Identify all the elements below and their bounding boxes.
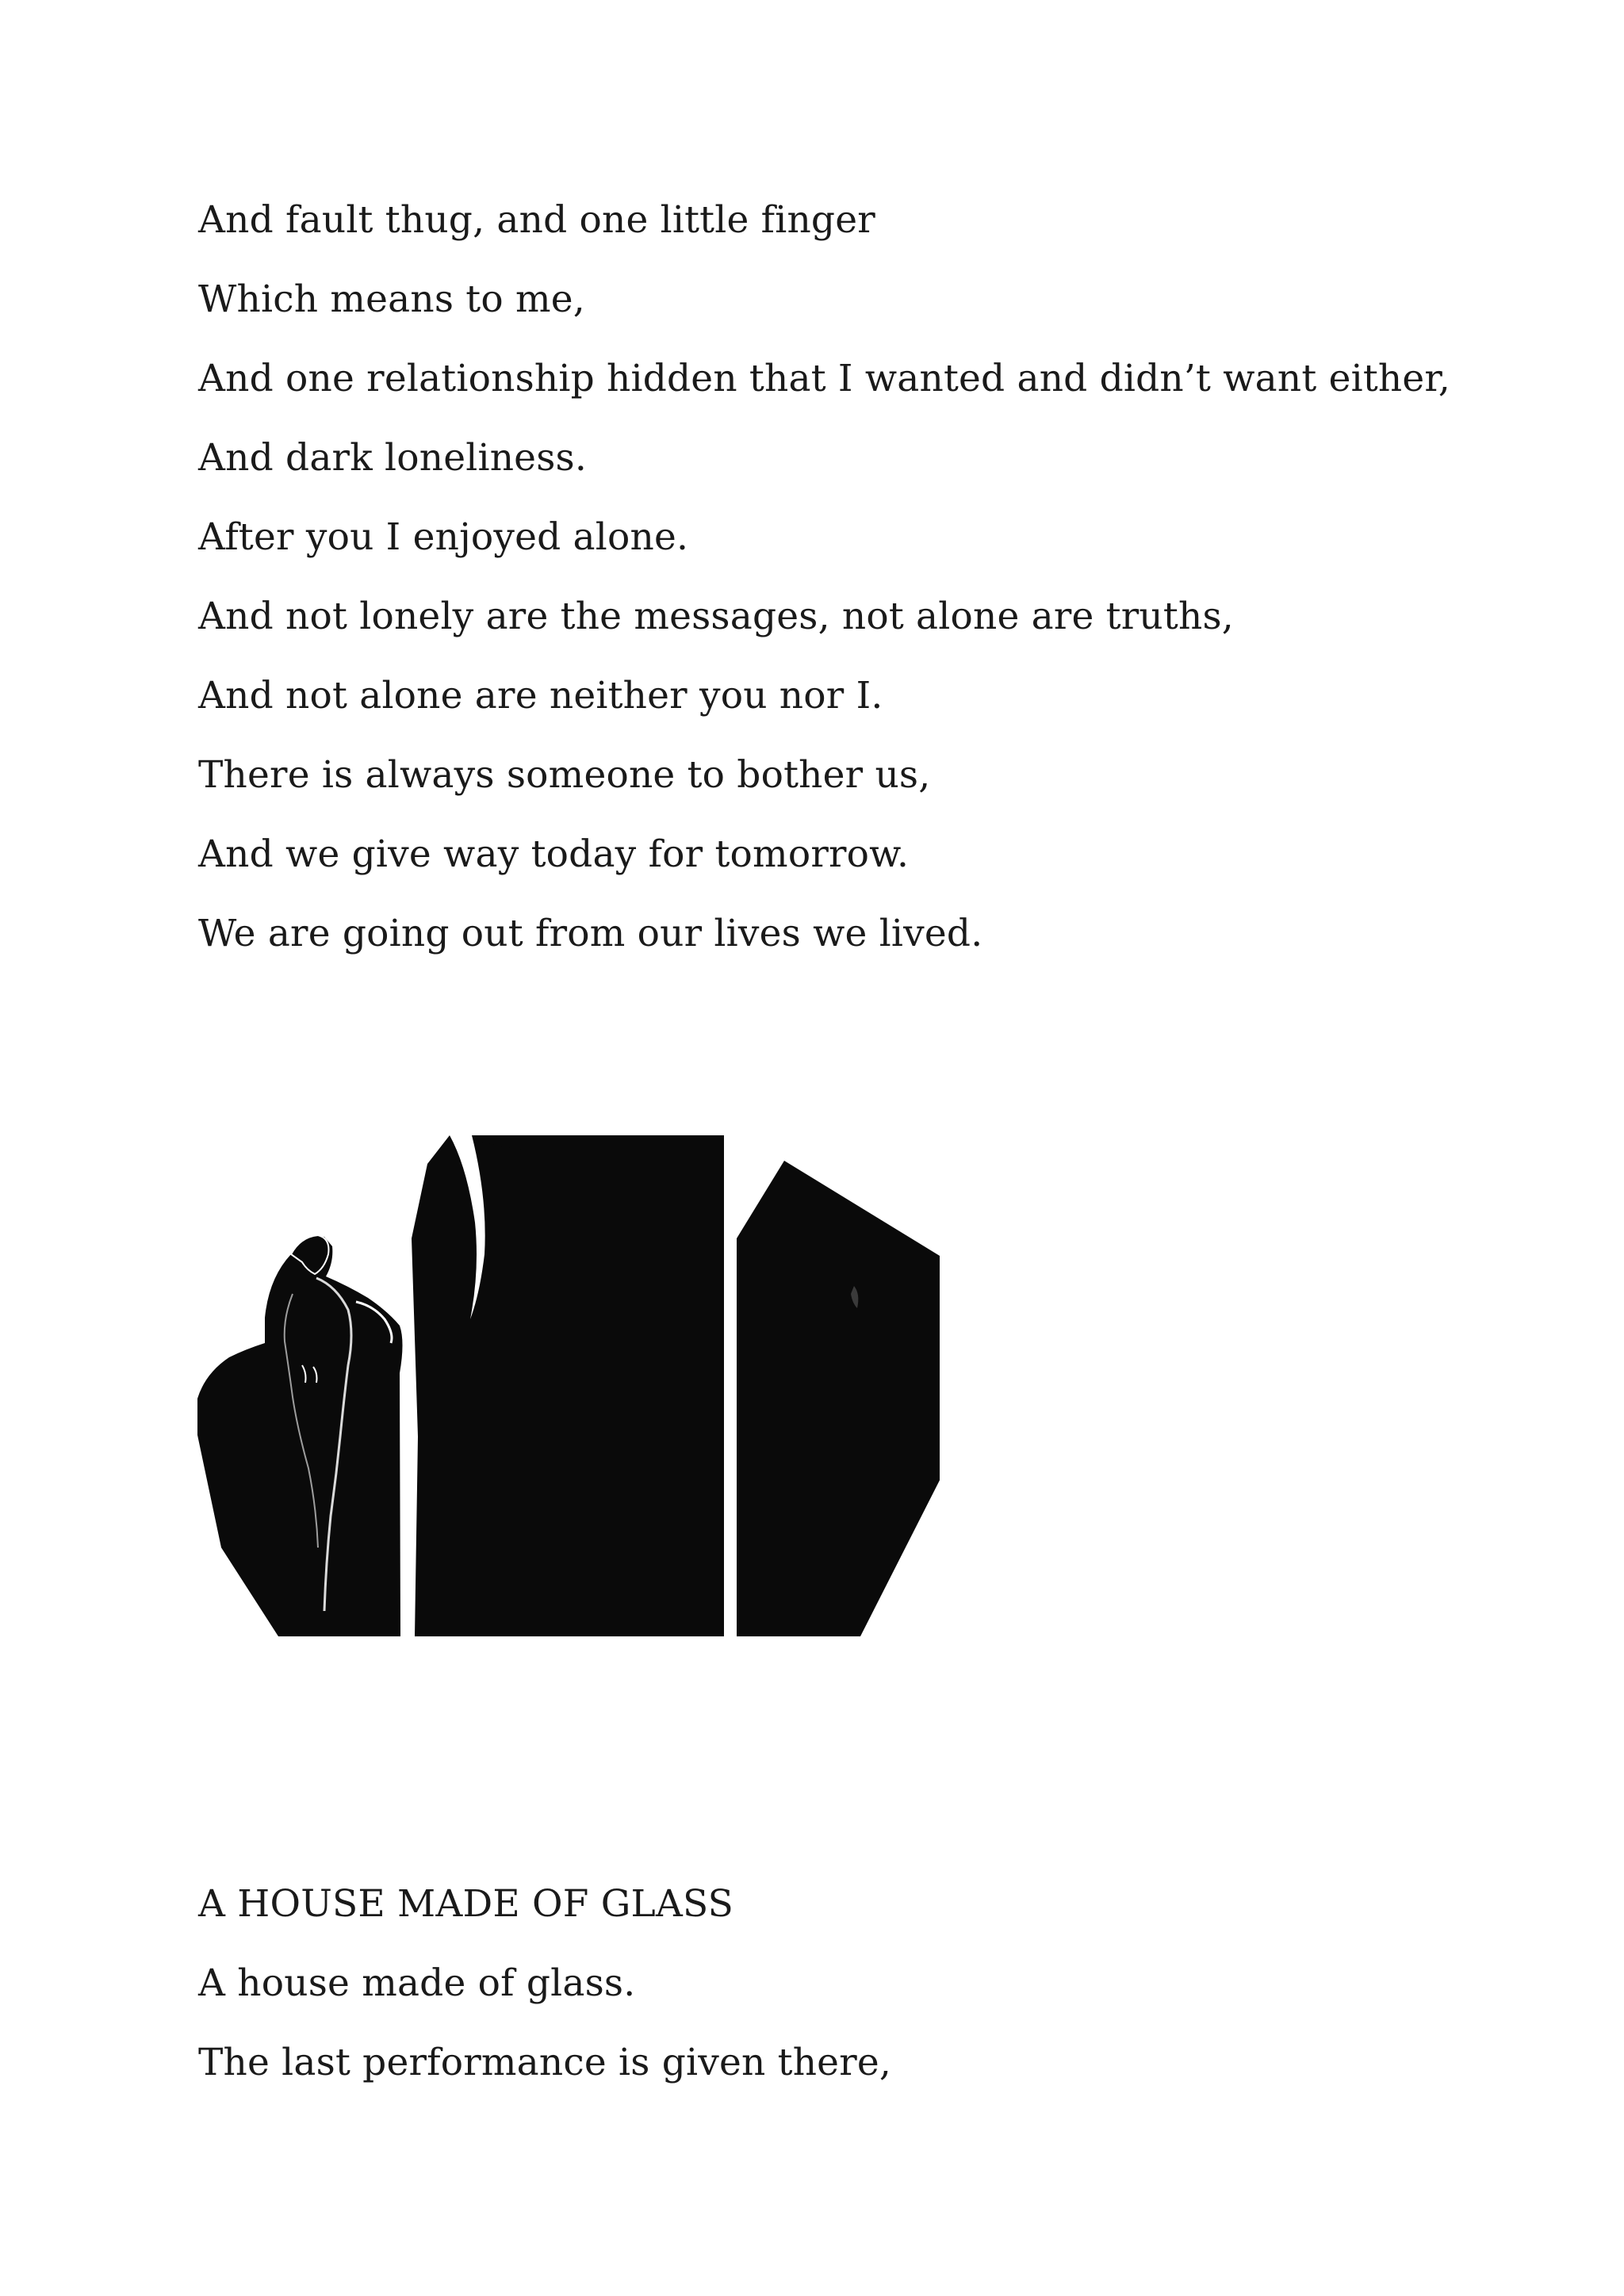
- poem-one-line-3: And one relationship hidden that I wanted and didn’t want either,: [198, 357, 1451, 400]
- middle-panel: [412, 1135, 730, 1636]
- poem-two-line-2: The last performance is given there,: [198, 2041, 892, 2084]
- poem-one-line-7: And not alone are neither you nor I.: [198, 674, 883, 718]
- poem-one-line-2: Which means to me,: [198, 277, 585, 321]
- silhouette-figure-illustration: [197, 1135, 940, 1636]
- poem-two-line-1: A house made of glass.: [198, 1961, 636, 2005]
- poem-one-line-4: And dark loneliness.: [198, 436, 587, 480]
- right-panel: [737, 1161, 940, 1636]
- poem-one-line-1: And fault thug, and one little finger: [198, 198, 875, 242]
- poem-one-line-10: We are going out from our lives we lived.: [198, 912, 983, 955]
- poem-two-title: A HOUSE MADE OF GLASS: [198, 1882, 734, 1926]
- poem-one-line-6: And not lonely are the messages, not alone are truths,: [198, 595, 1234, 638]
- left-panel: [197, 1235, 403, 1636]
- poem-one-line-9: And we give way today for tomorrow.: [198, 832, 910, 876]
- poem-one-line-8: There is always someone to bother us,: [198, 753, 931, 797]
- poem-one-line-5: After you I enjoyed alone.: [198, 515, 689, 559]
